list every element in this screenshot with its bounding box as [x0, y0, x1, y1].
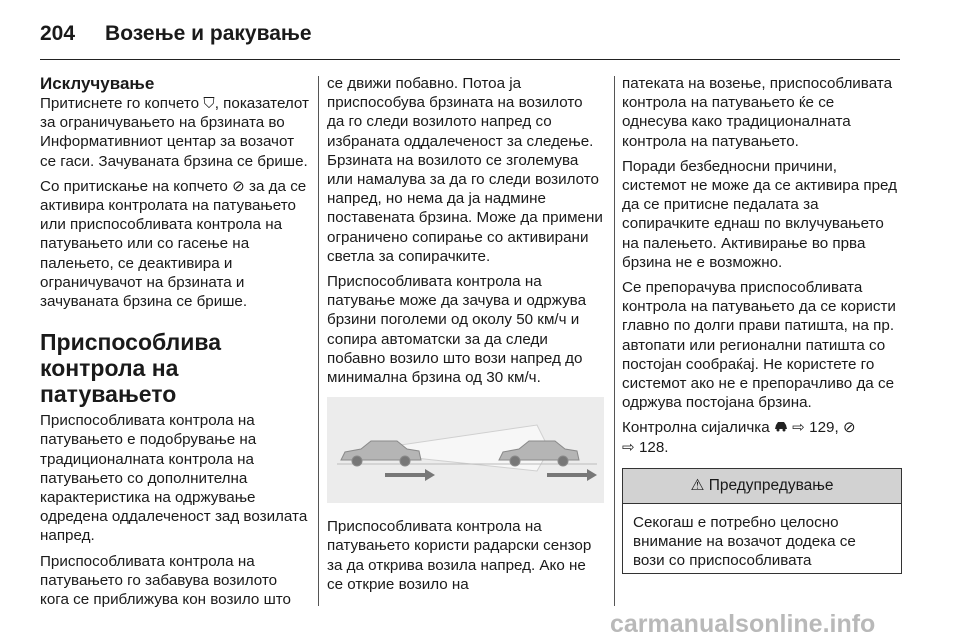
arrow-icon [385, 469, 597, 481]
watermark: carmanualsonline.info [610, 610, 876, 638]
cruise-control-icon: ⊘ [842, 419, 856, 437]
paragraph: Поради безбедносни причини, системот не може да се активира пред да се притисне педалата за сопирачките еднаш по вклучувањето на палењето. Активирање во прва брзина не е возможно. [622, 157, 898, 271]
paragraph: Приспособливата контрола на патувањето е подобрување на традиционалната контрола на патувањето со дополнителна карактеристика на одржување одредена оддалеченост зад возилата напред. [40, 412, 308, 545]
section-heading-acc: Приспособлива контрола на патувањето [40, 329, 222, 408]
paragraph: Се препорачува приспособливата контрола на патувањето да се користи главно по долги прави патишта, на пр. автопати или регионални патишта со постојан сообраќај. Не користете го системот ако не е препорачливо да се одржува постојана брзина. [622, 279, 896, 412]
page-ref-arrow-icon: ⇨ [792, 419, 805, 437]
warning-triangle-icon: ⚠ [690, 476, 705, 494]
control-indicator-reference: Контролна сијаличка ⇨ 129, ⊘ ⇨ 128. [622, 419, 856, 456]
paragraph: се движи побавно. Потоа ја приспособува брзината на возилото да го следи возилото напред со избраната оддалеченост за следење. Брзината на возилото се зголемува или намалува за да го следи возилото напред, но нема да ја надмине поставената брзина. Може да примени ограничено сопирање со активирани светла за сопирачките. [327, 75, 603, 265]
page-title: Возење и ракување [105, 22, 312, 45]
warning-body: Секогаш е потребно целосно внимание на возачот додека се вози со приспособливата [633, 513, 856, 570]
page-ref-arrow-icon: ⇨ [622, 438, 635, 456]
warning-box [622, 468, 902, 575]
header-rule [40, 59, 900, 60]
column-3 [622, 74, 902, 574]
column-divider [614, 76, 615, 606]
radar-illustration [327, 397, 604, 503]
section-heading-off: Исклучување [40, 74, 155, 93]
paragraph: Приспособливата контрола на патувањето користи радарски сензор за да открива возила напред. Ако не се открие возило на [327, 518, 592, 593]
column-2 [327, 74, 604, 600]
paragraph: Приспособливата контрола на патувањето го забавува возилото кога се приближува кон возило што [40, 552, 292, 609]
paragraph: патеката на возење, приспособливата контрола на патувањето ќе се однесува како традиционалната контрола на патувањето. [622, 75, 893, 150]
radar-illustration-graphic [327, 397, 604, 503]
paragraph: Приспособливата контрола на патување може да зачува и одржува брзини поголеми од околу 50 км/ч и сопира автоматски за да следи побавно возило што вози напред до минимална брзина од 30 км/ч. [327, 273, 587, 387]
page-number: 204 [40, 22, 76, 45]
car-icon [774, 418, 788, 437]
column-1 [40, 74, 310, 615]
paragraph: Со притискање на копчето ⊘ за да се активира контролата на патувањето или приспособливата контрола на патувањето или со гасење на палењето, се деактивира и ограничувачот на брзината и зачуваната брзина се брише. [40, 177, 307, 311]
paragraph: Притиснете го копчето ⛉, показателот за ограничувањето на брзината во Информативниот центар за возачот се гаси. Зачуваната брзина се брише. [40, 95, 309, 170]
column-divider [318, 76, 319, 606]
warning-header: ⚠ Предупредување [623, 469, 901, 504]
page-header [40, 14, 312, 54]
